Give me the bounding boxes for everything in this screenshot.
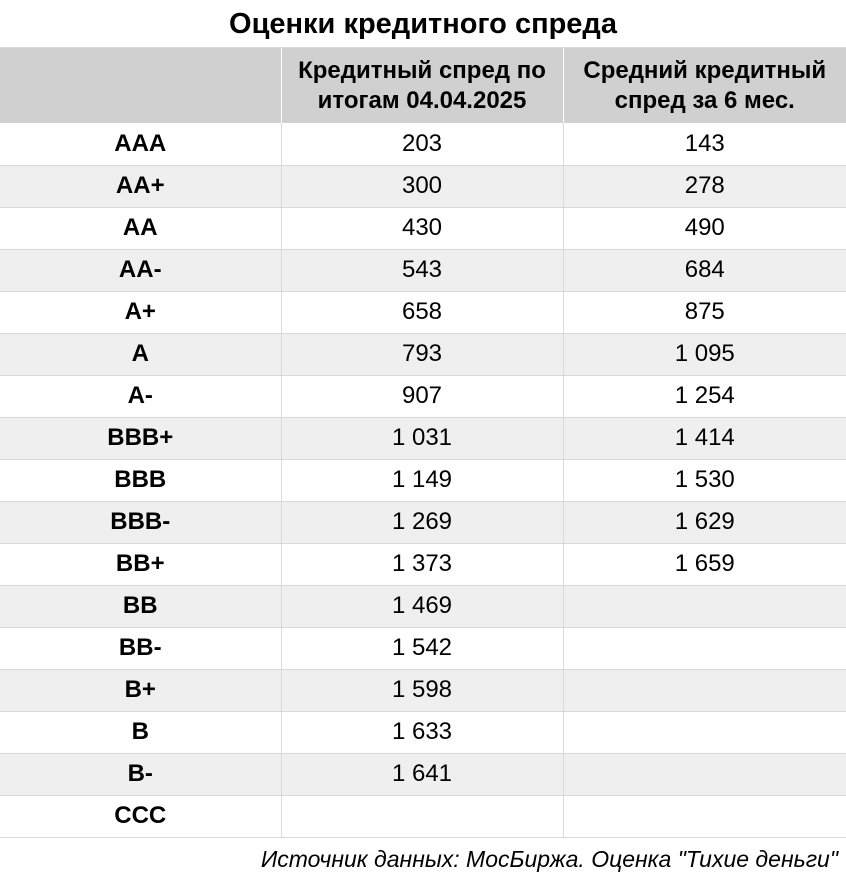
table-row bbox=[0, 753, 846, 795]
average-spread-cell bbox=[563, 711, 846, 753]
rating-cell: AA- bbox=[0, 249, 281, 291]
current-spread-cell: 430 bbox=[281, 207, 563, 249]
header-average-line-1: Средний кредитный bbox=[583, 56, 827, 84]
header-average-spread bbox=[563, 48, 846, 123]
current-spread-cell: 1 542 bbox=[281, 627, 563, 669]
rating-cell: AA+ bbox=[0, 165, 281, 207]
header-row bbox=[0, 48, 846, 123]
average-spread-cell: 278 bbox=[563, 165, 846, 207]
rating-cell: BB+ bbox=[0, 543, 281, 585]
rating-cell: B bbox=[0, 711, 281, 753]
table-title: Оценки кредитного спреда bbox=[0, 0, 846, 48]
average-spread-cell: 1 530 bbox=[563, 459, 846, 501]
average-spread-cell bbox=[563, 627, 846, 669]
header-current-spread bbox=[281, 48, 563, 123]
header-average-line-2: спред за 6 мес. bbox=[614, 86, 795, 114]
table-row bbox=[0, 375, 846, 417]
rating-cell: BBB+ bbox=[0, 417, 281, 459]
table-row bbox=[0, 627, 846, 669]
rating-cell: CCC bbox=[0, 795, 281, 837]
current-spread-cell bbox=[281, 795, 563, 837]
rating-cell: A+ bbox=[0, 291, 281, 333]
average-spread-cell bbox=[563, 795, 846, 837]
table-row bbox=[0, 417, 846, 459]
current-spread-cell: 1 598 bbox=[281, 669, 563, 711]
header-current-line-1: Кредитный спред по bbox=[298, 56, 546, 84]
rating-cell: B+ bbox=[0, 669, 281, 711]
table-row bbox=[0, 123, 846, 165]
current-spread-cell: 1 373 bbox=[281, 543, 563, 585]
table-row bbox=[0, 501, 846, 543]
rating-cell: B- bbox=[0, 753, 281, 795]
current-spread-cell: 1 269 bbox=[281, 501, 563, 543]
average-spread-cell: 684 bbox=[563, 249, 846, 291]
average-spread-cell: 1 414 bbox=[563, 417, 846, 459]
average-spread-cell bbox=[563, 669, 846, 711]
average-spread-cell: 1 095 bbox=[563, 333, 846, 375]
average-spread-cell: 490 bbox=[563, 207, 846, 249]
average-spread-cell: 143 bbox=[563, 123, 846, 165]
table-row bbox=[0, 333, 846, 375]
current-spread-cell: 543 bbox=[281, 249, 563, 291]
current-spread-cell: 658 bbox=[281, 291, 563, 333]
source-note: Источник данных: МосБиржа. Оценка "Тихие деньги" bbox=[260, 845, 838, 872]
current-spread-cell: 1 469 bbox=[281, 585, 563, 627]
rating-cell: AAA bbox=[0, 123, 281, 165]
rating-cell: A- bbox=[0, 375, 281, 417]
current-spread-cell: 1 149 bbox=[281, 459, 563, 501]
current-spread-cell: 907 bbox=[281, 375, 563, 417]
table-row bbox=[0, 249, 846, 291]
spread-table bbox=[0, 48, 846, 838]
current-spread-cell: 300 bbox=[281, 165, 563, 207]
header-current-line-2: итогам 04.04.2025 bbox=[317, 86, 527, 114]
table-body bbox=[0, 123, 846, 837]
table-row bbox=[0, 795, 846, 837]
header-rating bbox=[0, 48, 281, 123]
table-row bbox=[0, 711, 846, 753]
average-spread-cell: 1 629 bbox=[563, 501, 846, 543]
rating-cell: AA bbox=[0, 207, 281, 249]
average-spread-cell: 1 659 bbox=[563, 543, 846, 585]
current-spread-cell: 793 bbox=[281, 333, 563, 375]
table-row bbox=[0, 291, 846, 333]
average-spread-cell bbox=[563, 753, 846, 795]
current-spread-cell: 203 bbox=[281, 123, 563, 165]
current-spread-cell: 1 641 bbox=[281, 753, 563, 795]
table-row bbox=[0, 207, 846, 249]
current-spread-cell: 1 633 bbox=[281, 711, 563, 753]
rating-cell: A bbox=[0, 333, 281, 375]
average-spread-cell: 875 bbox=[563, 291, 846, 333]
rating-cell: BB- bbox=[0, 627, 281, 669]
rating-cell: BBB- bbox=[0, 501, 281, 543]
average-spread-cell: 1 254 bbox=[563, 375, 846, 417]
rating-cell: BB bbox=[0, 585, 281, 627]
average-spread-cell bbox=[563, 585, 846, 627]
rating-cell: BBB bbox=[0, 459, 281, 501]
table-row bbox=[0, 459, 846, 501]
table-row bbox=[0, 165, 846, 207]
current-spread-cell: 1 031 bbox=[281, 417, 563, 459]
table-row bbox=[0, 543, 846, 585]
table-row bbox=[0, 585, 846, 627]
table-row bbox=[0, 669, 846, 711]
